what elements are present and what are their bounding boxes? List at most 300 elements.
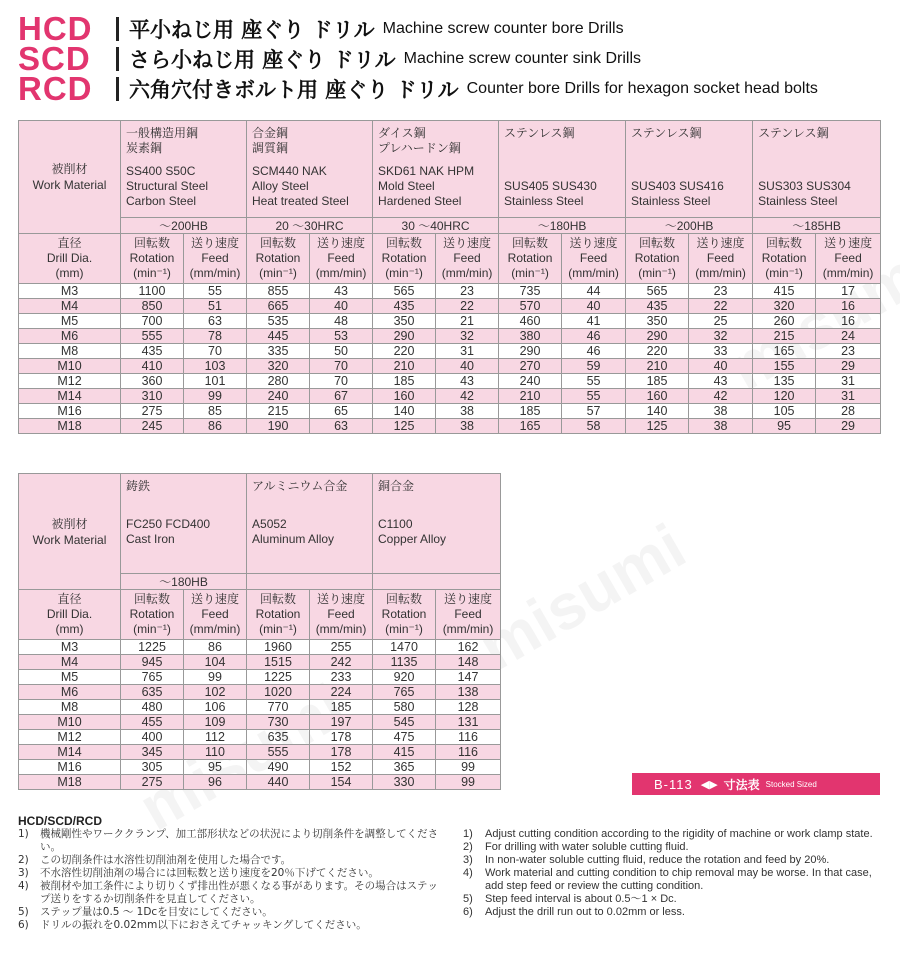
note-item [18, 867, 448, 880]
feed-cell: 147 [436, 670, 501, 685]
rotation-cell: 260 [753, 314, 816, 329]
material-line: 鋳鉄 [126, 479, 151, 493]
rotation-cell: 855 [247, 284, 310, 299]
rotation-cell: 730 [247, 715, 310, 730]
feed-cell: 78 [184, 329, 247, 344]
table-row [19, 284, 881, 299]
rotation-label: 回転数 [133, 236, 170, 250]
feed-label: Feed [453, 251, 481, 265]
page-header [18, 10, 888, 107]
feed-cell: 59 [562, 359, 626, 374]
rotation-cell: 125 [626, 419, 689, 434]
note-item [463, 893, 893, 906]
feed-label: 送り速度 [444, 592, 493, 606]
material-line: SUS403 SUS416 [631, 179, 724, 193]
material-cell [753, 121, 881, 218]
material-line: Cast Iron [126, 532, 175, 546]
feed-cell: 38 [689, 419, 753, 434]
table-row [19, 700, 501, 715]
feed-cell: 86 [184, 419, 247, 434]
feed-cell: 99 [436, 775, 501, 790]
feed-cell: 185 [310, 700, 373, 715]
feed-label: Feed [327, 251, 355, 265]
table-row [19, 775, 501, 790]
feed-cell: 51 [184, 299, 247, 314]
rotation-cell: 445 [247, 329, 310, 344]
hardness-cell: 30 ～40HRC [373, 218, 499, 234]
dimension-icon: ◀▶ [700, 778, 718, 791]
note-number: 6) [463, 906, 473, 918]
rotation-label: Rotation [255, 251, 301, 265]
cutting-conditions-table-nonferrous [18, 473, 501, 790]
feed-cell: 31 [436, 344, 499, 359]
note-text: Adjust cutting condition according to the rigidity of machine or work clamp state. [485, 828, 873, 840]
table-row [19, 404, 881, 419]
rotation-cell: 120 [753, 389, 816, 404]
rotation-cell: 290 [626, 329, 689, 344]
table-row [19, 314, 881, 329]
table-row [19, 419, 881, 434]
feed-cell: 16 [816, 314, 881, 329]
rotation-cell: 770 [247, 700, 310, 715]
feed-cell: 28 [816, 404, 881, 419]
rotation-label: (min⁻¹) [133, 266, 171, 280]
feed-label: (mm/min) [189, 266, 241, 280]
material-line: SKD61 NAK HPM [378, 164, 475, 178]
rotation-label: 回転数 [386, 236, 423, 250]
title-jp: さら小ねじ用 座ぐり ドリル [129, 48, 396, 72]
note-number: 1) [18, 828, 29, 840]
rotation-label: Rotation [381, 607, 427, 621]
note-number: 5) [463, 893, 473, 905]
table-row [19, 299, 881, 314]
feed-cell: 21 [436, 314, 499, 329]
feed-label: 送り速度 [696, 236, 745, 250]
drill-dia-cell: M16 [19, 760, 121, 775]
rotation-label: Rotation [255, 607, 301, 621]
material-line: 炭素鋼 [126, 141, 163, 155]
feed-cell: 95 [184, 760, 247, 775]
note-text: この切削条件は水溶性切削油剤を使用した場合です。 [40, 854, 292, 866]
material-line: FC250 FCD400 [126, 517, 211, 531]
rotation-cell: 700 [121, 314, 184, 329]
material-line: SCM440 NAK [252, 164, 327, 178]
rotation-cell: 165 [753, 344, 816, 359]
note-item [18, 880, 448, 906]
feed-label: Feed [706, 251, 735, 265]
divider [116, 77, 119, 101]
material-row [19, 121, 881, 218]
rotation-cell: 350 [373, 314, 436, 329]
material-cell [626, 121, 753, 218]
rotation-cell: 1225 [247, 670, 310, 685]
material-line [378, 494, 495, 509]
feed-label: Feed [454, 607, 482, 621]
feed-header [310, 590, 373, 640]
feed-cell: 48 [310, 314, 373, 329]
feed-label: 送り速度 [191, 592, 240, 606]
table-row [19, 389, 881, 404]
drill-dia-header [19, 590, 121, 640]
rotation-cell: 215 [247, 404, 310, 419]
rotation-cell: 155 [753, 359, 816, 374]
feed-cell: 55 [562, 374, 626, 389]
rotation-cell: 360 [121, 374, 184, 389]
rotation-cell: 1020 [247, 685, 310, 700]
rotation-header [499, 234, 562, 284]
rotation-cell: 220 [626, 344, 689, 359]
drill-dia-cell: M16 [19, 404, 121, 419]
rotation-header [373, 234, 436, 284]
note-number: 6) [18, 919, 29, 931]
rotation-cell: 275 [121, 404, 184, 419]
material-row [19, 474, 501, 574]
note-number: 4) [463, 867, 473, 879]
note-number: 1) [463, 828, 473, 840]
table-row [19, 359, 881, 374]
feed-cell: 38 [436, 419, 499, 434]
rotation-cell: 105 [753, 404, 816, 419]
stocked-label: Stocked Sized [765, 779, 817, 789]
drill-dia-cell: M4 [19, 299, 121, 314]
note-number: 4) [18, 880, 29, 892]
drill-dia-cell: M8 [19, 344, 121, 359]
rotation-cell: 635 [121, 685, 184, 700]
work-material-header [19, 121, 121, 234]
feed-cell: 25 [689, 314, 753, 329]
feed-cell: 70 [184, 344, 247, 359]
hardness-cell: ～180HB [121, 574, 247, 590]
rotation-cell: 380 [499, 329, 562, 344]
note-text: ドリルの振れを0.02mm以下におさえてチャッキングしてください。 [40, 919, 367, 931]
rotation-label: (min⁻¹) [385, 266, 423, 280]
rotation-cell: 555 [121, 329, 184, 344]
feed-label: (mm/min) [568, 266, 619, 280]
work-material-en: Work Material [32, 532, 107, 547]
material-line: プレハードン鋼 [378, 141, 461, 155]
note-text: In non-water soluble cutting fluid, reduce the rotation and feed by 20%. [485, 854, 830, 866]
table-row [19, 655, 501, 670]
note-item [18, 906, 448, 919]
material-line: Heat treated Steel [252, 194, 349, 208]
material-line [758, 141, 875, 156]
drill-dia-cell: M6 [19, 329, 121, 344]
rotation-cell: 460 [499, 314, 562, 329]
rotation-cell: 215 [753, 329, 816, 344]
material-cell [373, 121, 499, 218]
product-code: HCD [18, 10, 93, 47]
rotation-cell: 535 [247, 314, 310, 329]
note-number: 5) [18, 906, 29, 918]
column-header-row [19, 234, 881, 284]
material-line: Stainless Steel [758, 194, 838, 208]
material-line [252, 494, 367, 509]
material-line: 銅合金 [378, 479, 415, 493]
note-text: ステップ量は0.5 ～ 1Dcを目安にしてください。 [40, 906, 273, 918]
rotation-label: Rotation [381, 251, 427, 265]
material-line [631, 141, 747, 156]
work-material-jp: 被削材 [51, 516, 88, 531]
rotation-cell: 435 [121, 344, 184, 359]
feed-header [184, 590, 247, 640]
material-line: SUS405 SUS430 [504, 179, 597, 193]
feed-cell: 43 [310, 284, 373, 299]
feed-cell: 32 [689, 329, 753, 344]
feed-cell: 31 [816, 389, 881, 404]
feed-cell: 53 [310, 329, 373, 344]
material-line: ステンレス鋼 [631, 126, 702, 140]
feed-cell: 233 [310, 670, 373, 685]
drill-dia-cell: M6 [19, 685, 121, 700]
drill-dia-label: Drill Dia. [46, 607, 93, 621]
rotation-header [753, 234, 816, 284]
rotation-header [626, 234, 689, 284]
feed-cell: 178 [310, 730, 373, 745]
rotation-cell: 665 [247, 299, 310, 314]
feed-cell: 33 [689, 344, 753, 359]
feed-label: 送り速度 [569, 236, 618, 250]
rotation-cell: 160 [373, 389, 436, 404]
feed-label: Feed [834, 251, 862, 265]
note-item [463, 867, 893, 893]
rotation-cell: 1960 [247, 640, 310, 655]
material-line: Carbon Steel [126, 194, 197, 208]
feed-label: (mm/min) [315, 266, 367, 280]
rotation-cell: 415 [753, 284, 816, 299]
feed-cell: 154 [310, 775, 373, 790]
notes-jp [18, 828, 448, 932]
feed-cell: 106 [184, 700, 247, 715]
feed-label: 送り速度 [317, 236, 366, 250]
feed-cell: 17 [816, 284, 881, 299]
feed-cell: 24 [816, 329, 881, 344]
rotation-cell: 245 [121, 419, 184, 434]
material-cell [121, 121, 247, 218]
feed-cell: 38 [436, 404, 499, 419]
feed-cell: 99 [184, 389, 247, 404]
rotation-label: 回転数 [133, 592, 170, 606]
rotation-cell: 190 [247, 419, 310, 434]
divider [116, 47, 119, 71]
feed-cell: 46 [562, 344, 626, 359]
rotation-label: 回転数 [639, 236, 676, 250]
drill-dia-cell: M10 [19, 359, 121, 374]
note-item [18, 854, 448, 867]
rotation-cell: 1515 [247, 655, 310, 670]
rotation-label: 回転数 [512, 236, 549, 250]
title-en: Machine screw counter sink Drills [403, 50, 642, 67]
rotation-label: Rotation [129, 607, 175, 621]
feed-label: Feed [327, 607, 355, 621]
feed-cell: 103 [184, 359, 247, 374]
hardness-cell: ～180HB [499, 218, 626, 234]
material-line: 一般構造用鋼 [126, 126, 199, 140]
feed-label: 送り速度 [443, 236, 492, 250]
material-line: Copper Alloy [378, 532, 447, 546]
rotation-cell: 555 [247, 745, 310, 760]
note-number: 3) [18, 867, 29, 879]
rotation-cell: 635 [247, 730, 310, 745]
note-item [463, 841, 893, 854]
cutting-conditions-table-steel [18, 120, 881, 434]
rotation-label: (min⁻¹) [259, 622, 297, 636]
drill-dia-cell: M10 [19, 715, 121, 730]
feed-header [816, 234, 881, 284]
material-line: C1100 [378, 517, 413, 531]
table-row [19, 670, 501, 685]
feed-cell: 99 [436, 760, 501, 775]
material-line: SS400 S50C [126, 164, 196, 178]
feed-cell: 40 [689, 359, 753, 374]
rotation-cell: 210 [626, 359, 689, 374]
feed-cell: 23 [436, 284, 499, 299]
hardness-cell [373, 574, 501, 590]
feed-cell: 138 [436, 685, 501, 700]
feed-cell: 224 [310, 685, 373, 700]
feed-cell: 46 [562, 329, 626, 344]
note-number: 2) [18, 854, 29, 866]
rotation-cell: 545 [373, 715, 436, 730]
rotation-cell: 475 [373, 730, 436, 745]
rotation-label: 回転数 [386, 592, 423, 606]
size-table-label: 寸法表 [723, 777, 760, 792]
rotation-label: 回転数 [260, 236, 297, 250]
hardness-cell [247, 574, 373, 590]
feed-cell: 43 [436, 374, 499, 389]
rotation-cell: 1470 [373, 640, 436, 655]
rotation-cell: 345 [121, 745, 184, 760]
note-number: 3) [463, 854, 473, 866]
table-row [19, 640, 501, 655]
rotation-cell: 280 [247, 374, 310, 389]
material-line: Structural Steel [126, 179, 209, 193]
rotation-cell: 140 [626, 404, 689, 419]
feed-cell: 43 [689, 374, 753, 389]
rotation-label: (min⁻¹) [385, 622, 423, 636]
rotation-cell: 125 [373, 419, 436, 434]
rotation-cell: 320 [247, 359, 310, 374]
feed-cell: 96 [184, 775, 247, 790]
hardness-cell: ～185HB [753, 218, 881, 234]
feed-cell: 38 [689, 404, 753, 419]
header-line-hcd [18, 10, 888, 47]
page-badge [632, 773, 880, 795]
feed-header [436, 234, 499, 284]
rotation-cell: 335 [247, 344, 310, 359]
rotation-cell: 410 [121, 359, 184, 374]
drill-dia-cell: M14 [19, 745, 121, 760]
feed-cell: 255 [310, 640, 373, 655]
note-text: Step feed interval is about 0.5～1 × Dc. [485, 893, 677, 905]
feed-header [562, 234, 626, 284]
feed-header [184, 234, 247, 284]
drill-dia-cell: M18 [19, 419, 121, 434]
rotation-cell: 320 [753, 299, 816, 314]
material-line: A5052 [252, 517, 287, 531]
note-text: Adjust the drill run out to 0.02mm or less. [485, 906, 685, 918]
feed-cell: 102 [184, 685, 247, 700]
table-row [19, 329, 881, 344]
feed-cell: 23 [816, 344, 881, 359]
note-item [18, 919, 448, 932]
table-row [19, 374, 881, 389]
rotation-cell: 400 [121, 730, 184, 745]
material-cell [373, 474, 501, 574]
drill-dia-label: (mm) [55, 266, 84, 280]
feed-cell: 55 [184, 284, 247, 299]
rotation-cell: 580 [373, 700, 436, 715]
notes-en [463, 828, 893, 919]
feed-cell: 40 [310, 299, 373, 314]
note-number: 2) [463, 841, 473, 853]
work-material-header [19, 474, 121, 590]
feed-cell: 197 [310, 715, 373, 730]
hardness-cell: ～200HB [626, 218, 753, 234]
column-header-row [19, 590, 501, 640]
watermark-text [467, 509, 698, 685]
table-row [19, 760, 501, 775]
drill-dia-label: Drill Dia. [46, 251, 93, 265]
drill-dia-label: (mm) [55, 622, 84, 636]
work-material-jp: 被削材 [51, 162, 88, 176]
rotation-cell: 135 [753, 374, 816, 389]
rotation-header [247, 234, 310, 284]
drill-dia-label: 直径 [57, 236, 82, 250]
rotation-cell: 435 [373, 299, 436, 314]
product-code: SCD [18, 40, 91, 77]
feed-cell: 42 [436, 389, 499, 404]
rotation-cell: 185 [499, 404, 562, 419]
rotation-label: (min⁻¹) [259, 266, 297, 280]
rotation-label: Rotation [761, 251, 807, 265]
feed-cell: 116 [436, 730, 501, 745]
product-code: RCD [18, 70, 93, 107]
rotation-label: (min⁻¹) [765, 266, 803, 280]
feed-cell: 63 [184, 314, 247, 329]
material-line: 合金鋼 [252, 126, 289, 140]
rotation-label: Rotation [634, 251, 680, 265]
material-line: Stainless Steel [504, 194, 584, 208]
feed-cell: 86 [184, 640, 247, 655]
rotation-label: (min⁻¹) [638, 266, 676, 280]
rotation-cell: 415 [373, 745, 436, 760]
rotation-cell: 305 [121, 760, 184, 775]
feed-label: (mm/min) [189, 622, 241, 636]
feed-label: (mm/min) [442, 622, 494, 636]
material-line [126, 494, 241, 509]
rotation-cell: 440 [247, 775, 310, 790]
feed-cell: 40 [436, 359, 499, 374]
notes-title: HCD/SCD/RCD [18, 814, 102, 828]
drill-dia-cell: M5 [19, 314, 121, 329]
table-row [19, 344, 881, 359]
rotation-cell: 455 [121, 715, 184, 730]
feed-label: (mm/min) [822, 266, 874, 280]
hardness-cell: 20 ～30HRC [247, 218, 373, 234]
drill-dia-header [19, 234, 121, 284]
rotation-label: Rotation [507, 251, 553, 265]
feed-label: (mm/min) [315, 622, 367, 636]
divider [116, 17, 119, 41]
feed-cell: 32 [436, 329, 499, 344]
feed-cell: 58 [562, 419, 626, 434]
rotation-header [247, 590, 310, 640]
feed-cell: 22 [689, 299, 753, 314]
feed-cell: 29 [816, 359, 881, 374]
drill-dia-cell: M5 [19, 670, 121, 685]
rotation-cell: 850 [121, 299, 184, 314]
rotation-cell: 330 [373, 775, 436, 790]
